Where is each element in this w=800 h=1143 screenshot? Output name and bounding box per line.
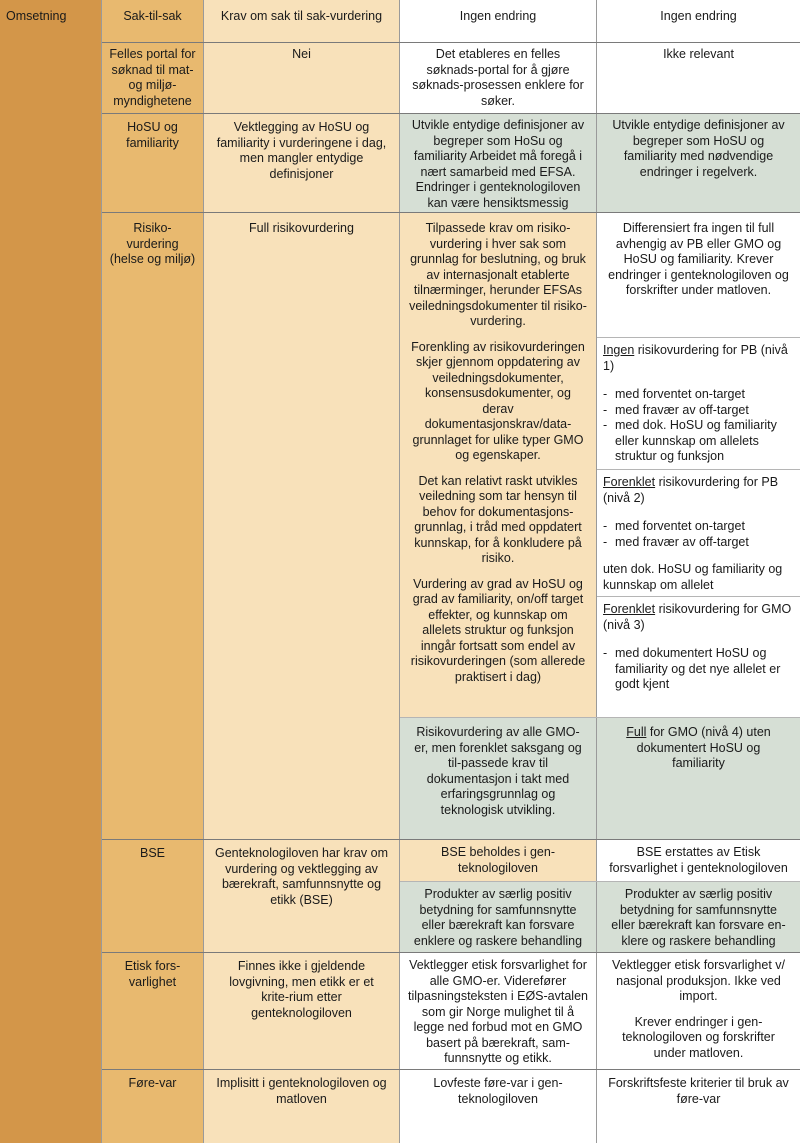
etisk-ingen1: Vektlegger etisk forsvarlighet for alle GMO-er. Viderefører tilpasningsteksten i EØS-avtalen som gir Norge mulighet til å legge ned forbud mot en GMO basert på bærekraft, sam-funnsnytte og etikk.: [400, 953, 596, 1069]
header-ingen-endring-1: Ingen endring: [400, 0, 596, 42]
forevar-ingen2: Forskriftsfeste kriterier til bruk av føre-var: [597, 1070, 800, 1143]
hosu-ingen1: Utvikle entydige definisjoner av begreper som HoSu og familiarity Arbeidet må foregå i nært samarbeid med EFSA. Endringer i genteknologiloven kan være hensiktsmessig: [400, 114, 596, 212]
forevar-label: Føre-var: [128, 1076, 177, 1090]
etisk-ingen2-para-1: Vektlegger etisk forsvarlighet v/ nasjonal produksjon. Ikke ved import.: [612, 958, 785, 1003]
divider-v1: [101, 0, 102, 1143]
niva2-item-2: - med fravær av off-target: [603, 535, 794, 551]
divider-v4: [596, 0, 597, 1143]
risiko-label: Risiko-vurdering (helse og miljø): [109, 221, 196, 266]
row-title: Omsetning: [6, 9, 67, 23]
divider-v2: [203, 0, 204, 1143]
niva3-item-1: - med dokumentert HoSU og familiarity og det nye allelet er godt kjent: [603, 646, 794, 693]
niva3-title: risikovurdering for GMO (nivå 3): [603, 602, 792, 632]
risiko-ingen1-para-1: Tilpassede krav om risiko-vurdering i hver sak som grunnlag for beslutning, og bruk av internasjonalt etablerte tilnærminger, herunder EFSAs veiledningsdokumenter til risiko-vurdering.: [409, 221, 587, 328]
hosu-krav: Vektlegging av HoSU og familiarity i vurderingene i dag, men mangler entydige definisjoner: [216, 120, 387, 181]
niva1-title: risikovurdering for PB (nivå 1): [603, 343, 788, 373]
risiko-krav: Full risikovurdering: [249, 221, 354, 235]
row-title-cell: [0, 0, 101, 1143]
header-ingen-endring-2: Ingen endring: [597, 0, 800, 42]
risiko-ingen1-text: [400, 213, 596, 717]
bse-ingen2-top: BSE erstattes av Etisk forsvarlighet i genteknologiloven: [597, 840, 800, 881]
etisk-label: Etisk fors-varlighet: [124, 959, 181, 989]
niva1-item-1: - med forventet on-target: [603, 387, 794, 403]
divider-h-hosu: [102, 212, 800, 213]
divider-h-risiko: [102, 839, 800, 840]
divider-h-felles: [102, 113, 800, 114]
bse-ingen1-bottom: Produkter av særlig positiv betydning for samfunnsnytte eller bærekraft kan forsvare enklere og raskere behandling: [400, 882, 596, 952]
niva3-underline: Forenklet: [603, 602, 656, 616]
risiko-ingen2-top: Differensiert fra ingen til full avhengig av PB eller GMO og HoSU og familiarity. Krever endringer i genteknologiloven og forskrifter under matloven.: [597, 213, 800, 337]
etisk-ingen2: [597, 953, 800, 1069]
divider-niva1: [597, 337, 800, 338]
niva4-underline: Full: [626, 725, 647, 739]
header-krav: Krav om sak til sak-vurdering: [220, 9, 383, 23]
niva2-title: risikovurdering for PB (nivå 2): [603, 475, 779, 505]
niva1-item-3: - med dok. HoSU og familiarity eller kunnskap om allelets struktur og funksjon: [603, 418, 794, 465]
felles-portal-ingen2: Ikke relevant: [597, 43, 800, 113]
bse-ingen1-top: BSE beholdes i gen-teknologiloven: [400, 840, 596, 881]
hosu-ingen2: Utvikle entydige definisjoner av begreper som HoSU og familiarity med nødvendige endringer i regelverk.: [597, 114, 800, 212]
divider-h-header: [102, 42, 800, 43]
divider-niva2: [597, 469, 800, 470]
felles-portal-ingen1: Det etableres en felles søknads-portal for å gjøre søknads-prosessen enklere for søker.: [400, 43, 596, 113]
risiko-ingen1-para-3: Det kan relativt raskt utvikles veiledning som tar hensyn til behov for dokumentasjons-grunnlag, i tråd med oppdatert kunnskap, for å konkludere på risiko.: [414, 473, 582, 565]
header-sak-til-sak: Sak-til-sak: [123, 9, 182, 23]
niva1-item-2: - med fravær av off-target: [603, 403, 794, 419]
divider-niva3: [597, 596, 800, 597]
risiko-niva-1: [597, 338, 800, 469]
etisk-krav: Finnes ikke i gjeldende lovgivning, men etikk er et krite-rium etter genteknologiloven: [229, 959, 374, 1020]
risiko-ingen1-para-4: Vurdering av grad av HoSU og grad av familiarity, on/off target effekter, og kunnskap om allelets struktur og funksjon inngår fortsatt som endel av risikovurderingen (som allerede praktisert i dag): [410, 576, 586, 684]
bse-ingen2-bottom: Produkter av særlig positiv betydning for samfunnsnytte eller bærekraft kan forsvare en-klere og raskere behandling: [597, 882, 800, 952]
etisk-ingen2-para-2: Krever endringer i gen-teknologiloven og forskrifter under matloven.: [622, 1014, 775, 1060]
felles-portal-label: Felles portal for søknad til mat- og miljø-myndighetene: [109, 47, 196, 108]
risiko-niva-3: [597, 597, 800, 717]
bse-krav: Genteknologiloven har krav om vurdering og vektlegging av bærekraft, samfunnsnytte og etikk (BSE): [214, 846, 388, 907]
niva2-tail: uten dok. HoSU og familiarity og kunnskap om allelet: [603, 562, 783, 592]
divider-h-bse: [102, 952, 800, 953]
risiko-ingen1-gmo: Risikovurdering av alle GMO-er, men forenklet saksgang og til-passede krav til dokumentasjon i takt med erfaringsgrunnlag og teknologisk utvikling.: [400, 718, 596, 839]
risiko-niva-4: [597, 718, 800, 839]
divider-gmo: [400, 717, 800, 718]
divider-v3: [399, 0, 400, 1143]
forevar-krav: Implisitt i genteknologiloven og matloven: [216, 1076, 387, 1106]
niva2-underline: Forenklet: [603, 475, 656, 489]
risiko-ingen1-para-2: Forenkling av risikovurderingen skjer gjennom oppdatering av veiledningsdokumenter, konsensusdokumenter, og derav dokumentasjonskrav/data-grunnlaget for ulike typer GMO og egenskaper.: [411, 339, 585, 462]
niva2-item-1: - med forventet on-target: [603, 519, 794, 535]
forevar-ingen1: Lovfeste føre-var i gen-teknologiloven: [400, 1070, 596, 1143]
niva1-underline: Ingen: [603, 343, 635, 357]
niva4-title: for GMO (nivå 4) uten dokumentert HoSU og familiarity: [636, 725, 771, 770]
felles-portal-krav: Nei: [292, 47, 311, 61]
risiko-niva-2: [597, 470, 800, 596]
divider-bse-sub: [400, 881, 800, 882]
divider-h-etisk: [102, 1069, 800, 1070]
hosu-label: HoSU og familiarity: [126, 120, 179, 150]
bse-label: BSE: [139, 846, 165, 860]
